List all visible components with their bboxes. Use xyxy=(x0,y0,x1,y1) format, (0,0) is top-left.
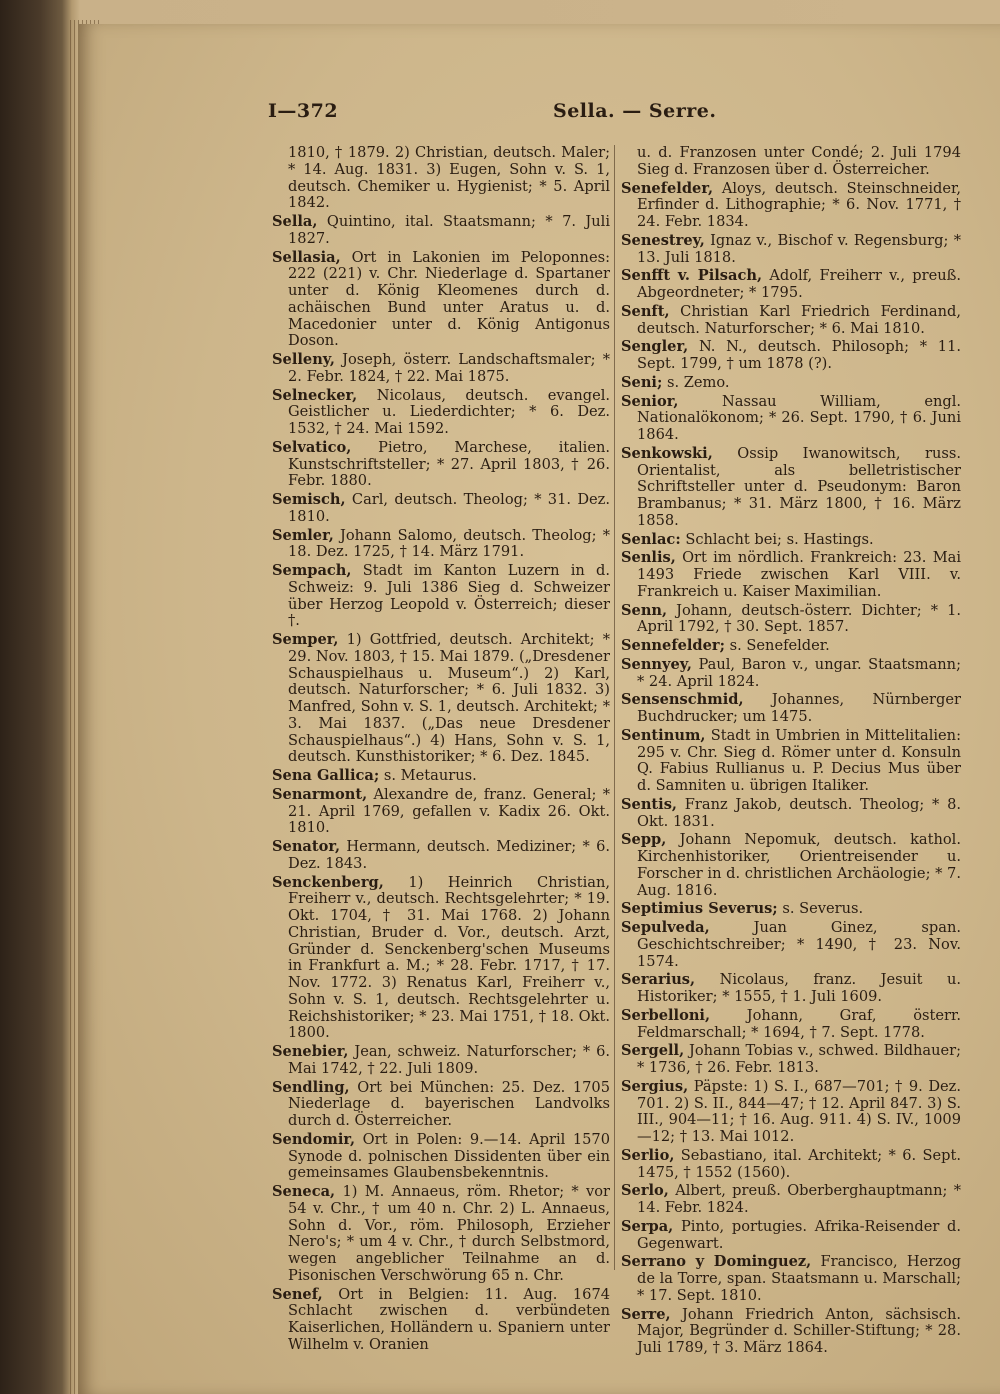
entry-text: Johann Friedrich Anton, sächsisch. Major, Begründer d. Schiller-Stiftung; * 28. Juli 1789, † 3. März 1864. xyxy=(637,1305,961,1356)
lexicon-entry xyxy=(621,832,961,899)
lexicon-entry xyxy=(621,1079,961,1146)
lexicon-entry xyxy=(272,1044,610,1078)
page-header xyxy=(268,100,968,130)
entry-text: Ignaz v., Bischof v. Regensburg; * 13. Juli 1818. xyxy=(637,231,962,266)
lexicon-entry xyxy=(621,181,961,231)
entry-text: 1) M. Annaeus, röm. Rhetor; * vor 54 v. Chr., † um 40 n. Chr. 2) L. Annaeus, Sohn d. Vor., röm. Philosoph, Erzieher Nero's; * um 4 v. Chr., † durch Selbstmord, wegen angeblicher Teilnahme an d. Pisonischen Verschwörung 65 n. Chr. xyxy=(288,1183,610,1284)
entry-headword: Sennefelder; xyxy=(621,637,726,654)
entry-headword: Sena Gallica; xyxy=(272,767,380,784)
entry-text: Johann Nepomuk, deutsch. kathol. Kirchenhistoriker, Orientreisender u. Forscher in d. christlichen Archäologie; * 7. Aug. 1816. xyxy=(637,831,961,899)
entry-text: Schlacht bei; s. Hastings. xyxy=(685,530,874,548)
entry-text: Hermann, deutsch. Mediziner; * 6. Dez. 1843. xyxy=(288,838,610,872)
lexicon-entry xyxy=(272,787,610,837)
entry-headword: Serbelloni, xyxy=(621,1006,711,1024)
entry-text: Francisco, Herzog de la Torre, span. Staatsmann u. Marschall; * 17. Sept. 1810. xyxy=(637,1253,961,1304)
entry-headword: Senckenberg, xyxy=(272,873,384,891)
lexicon-entry xyxy=(621,1254,961,1304)
entry-text: Pinto, portugies. Afrika-Reisender d. Gegenwart. xyxy=(637,1217,961,1252)
lexicon-entry xyxy=(621,603,961,637)
entry-text: Ort in Lakonien im Peloponnes: 222 (221) v. Chr. Niederlage d. Spartaner unter d. König Kleomenes durch d. achäischen Bund unter Aratus u. d. Macedonier unter d. König Antigonus Doson. xyxy=(288,248,610,350)
entry-headword: Sendling, xyxy=(272,1078,350,1096)
lexicon-entry xyxy=(621,920,961,970)
lexicon-entry xyxy=(272,250,610,351)
entry-text: Nassau William, engl. Nationalökonom; * 26. Sept. 1790, † 6. Juni 1864. xyxy=(637,392,962,443)
lexicon-entry xyxy=(621,1219,961,1253)
entry-text: Ort in Polen: 9.—14. April 1570 Synode d. polnischen Dissidenten über ein gemeinsames Glaubensbekenntnis. xyxy=(288,1130,610,1182)
lexicon-entry xyxy=(272,214,610,248)
entry-text: Adolf, Freiherr v., preuß. Abgeordneter; * 1795. xyxy=(637,267,961,301)
lexicon-entry xyxy=(621,550,961,600)
entry-headword: Semisch, xyxy=(272,491,346,508)
lexicon-entry xyxy=(621,1148,961,1182)
entry-text: s. Severus. xyxy=(782,900,864,918)
lexicon-entry xyxy=(621,797,961,831)
entry-headword: Selnecker, xyxy=(272,386,358,404)
lexicon-entry xyxy=(272,1287,610,1354)
entry-headword: Sepulveda, xyxy=(621,919,710,936)
entry-text: Christian Karl Friedrich Ferdinand, deutsch. Naturforscher; * 6. Mai 1810. xyxy=(637,302,961,337)
entry-text: Albert, preuß. Oberberghauptmann; * 14. Febr. 1824. xyxy=(637,1182,961,1216)
lexicon-entry xyxy=(272,492,610,526)
entry-text: Joseph, österr. Landschaftsmaler; * 2. Febr. 1824, † 22. Mai 1875. xyxy=(288,351,610,385)
entry-text: Ort in Belgien: 11. Aug. 1674 Schlacht zwischen d. verbündeten Kaiserlichen, Holländern u. Spaniern unter Wilhelm v. Oranien xyxy=(288,1285,611,1353)
entry-text: s. Metaurus. xyxy=(383,767,477,784)
entry-headword: Senlac: xyxy=(621,530,681,548)
lexicon-entry xyxy=(621,1008,961,1042)
entry-text: Jean, schweiz. Naturforscher; * 6. Mai 1742, † 22. Juli 1809. xyxy=(288,1043,610,1077)
lexicon-entry xyxy=(272,1080,610,1130)
entry-text: N. N., deutsch. Philosoph; * 11. Sept. 1799, † um 1878 (?). xyxy=(637,338,961,372)
entry-headword: Sentinum, xyxy=(621,726,706,744)
entry-headword: Senef, xyxy=(272,1285,323,1303)
lexicon-entry xyxy=(621,394,961,444)
lexicon-entry xyxy=(621,233,961,267)
entry-headword: Selleny, xyxy=(272,351,335,368)
entry-headword: Septimius Severus; xyxy=(621,900,778,918)
entry-headword: Serre, xyxy=(621,1305,671,1323)
entry-headword: Seneca, xyxy=(272,1183,336,1200)
entry-text: 1) Heinrich Christian, Freiherr v., deutsch. Rechtsgelehrter; * 19. Okt. 1704, † 31. Mai 1768. 2) Johann Christian, Bruder d. Vor., deutsch. Arzt, Gründer d. Senckenberg'schen Museums in Frankfurt a. M.; * 28. Febr. 1717, † 17. Nov. 1772. 3) Renatus Karl, Freiherr v., Sohn v. S. 1, deutsch. Rechtsgelehrter u. Reichshistoriker; * 23. Mai 1751, † 18. Okt. 1800. xyxy=(288,873,611,1042)
lexicon-entry xyxy=(272,1184,610,1285)
page-number: I—372 xyxy=(268,100,339,122)
lexicon-entry xyxy=(272,768,610,785)
lexicon-entry xyxy=(272,839,610,873)
lexicon-entry xyxy=(621,972,961,1006)
lexicon-entry xyxy=(272,1132,610,1182)
entry-headword: Serpa, xyxy=(621,1217,674,1235)
lexicon-entry xyxy=(272,352,610,386)
entry-headword: Seni; xyxy=(621,373,663,391)
lexicon-entry xyxy=(621,268,961,302)
lexicon-entry xyxy=(272,875,610,1043)
lexicon-entry xyxy=(621,638,961,655)
left-column xyxy=(272,144,611,1353)
lexicon-entry xyxy=(621,532,961,549)
entry-headword: Sempach, xyxy=(272,562,352,579)
entry-text: Nicolaus, deutsch. evangel. Geistlicher u. Liederdichter; * 6. Dez. 1532, † 24. Mai 1592. xyxy=(288,386,611,437)
lexicon-entry xyxy=(621,1043,961,1077)
entry-headword: Sella, xyxy=(272,213,318,230)
entry-headword: Senebier, xyxy=(272,1043,349,1060)
entry-headword: Sellasia, xyxy=(272,248,341,266)
lexicon-entry xyxy=(621,692,961,726)
entry-text: Johann, deutsch-österr. Dichter; * 1. April 1792, † 30. Sept. 1857. xyxy=(637,601,961,636)
entry-headword: Serarius, xyxy=(621,971,696,989)
entry-headword: Senarmont, xyxy=(272,785,368,803)
lexicon-entry xyxy=(621,657,961,691)
entry-headword: Semler, xyxy=(272,526,334,544)
lexicon-entry xyxy=(621,728,961,795)
entry-text: s. Zemo. xyxy=(667,373,730,391)
lexicon-entry xyxy=(621,1307,961,1357)
lexicon-entry xyxy=(272,632,610,766)
entry-text: Stadt im Kanton Luzern in d. Schweiz: 9. Juli 1386 Sieg d. Schweizer über Herzog Leopold v. Österreich; dieser †. xyxy=(288,562,610,630)
entry-headword: Sengler, xyxy=(621,338,689,356)
entry-headword: Sepp, xyxy=(621,831,667,849)
entry-headword: Sendomir, xyxy=(272,1130,356,1148)
entry-text: Franz Jakob, deutsch. Theolog; * 8. Okt. 1831. xyxy=(637,795,961,830)
entry-text: Johann, Graf, österr. Feldmarschall; * 1694, † 7. Sept. 1778. xyxy=(637,1006,961,1041)
entry-headword: Serlo, xyxy=(621,1182,669,1200)
lexicon-entry xyxy=(621,375,961,392)
entry-text: 1) Gottfried, deutsch. Architekt; * 29. Nov. 1803, † 15. Mai 1879. („Dresdener Schauspielhaus u. Museum“.) 2) Karl, deutsch. Naturforscher; * 6. Juli 1832. 3) Manfred, Sohn v. S. 1, deutsch. Architekt; * 3. Mai 1837. („Das neue Dresdener Schauspielhaus“.) 4) Hans, Sohn v. S. 1, deutsch. Kunsthistoriker; * 6. Dez. 1845. xyxy=(288,631,610,766)
entry-headword: Senefelder, xyxy=(621,179,714,197)
entry-text: Quintino, ital. Staatsmann; * 7. Juli 1827. xyxy=(288,213,611,247)
entry-headword: Senft, xyxy=(621,302,670,320)
entry-text: Nicolaus, franz. Jesuit u. Historiker; * 1555, † 1. Juli 1609. xyxy=(637,971,961,1005)
entry-headword: Senfft v. Pilsach, xyxy=(621,267,763,285)
entry-headword: Semper, xyxy=(272,631,339,648)
lexicon-entry xyxy=(272,440,610,490)
lexicon-entry xyxy=(272,388,610,438)
entry-text: Päpste: 1) S. I., 687—701; † 9. Dez. 701. 2) S. II., 844—47; † 12. April 847. 3) S. III., 904—11; † 16. Aug. 911. 4) S. IV., 1009—12; † 13. Mai 1012. xyxy=(637,1077,961,1145)
lexicon-entry xyxy=(621,1183,961,1217)
entry-headword: Senn, xyxy=(621,601,668,619)
lexicon-entry xyxy=(272,145,610,212)
lexicon-entry xyxy=(621,304,961,338)
entry-text: Ort bei München: 25. Dez. 1705 Niederlage d. bayerischen Landvolks durch d. Österreicher. xyxy=(288,1078,610,1129)
entry-text: Johann Salomo, deutsch. Theolog; * 18. Dez. 1725, † 14. März 1791. xyxy=(288,526,611,561)
lexicon-entry xyxy=(621,446,961,530)
entry-headword: Selvatico, xyxy=(272,438,352,456)
entry-headword: Serrano y Dominguez, xyxy=(621,1253,812,1271)
entry-text: Carl, deutsch. Theolog; * 31. Dez. 1810. xyxy=(288,491,610,525)
entry-headword: Sergell, xyxy=(621,1042,685,1060)
entry-headword: Serlio, xyxy=(621,1146,675,1164)
entry-text: Stadt in Umbrien in Mittelitalien: 295 v. Chr. Sieg d. Römer unter d. Konsuln Q. Fabius Rullianus u. P. Decius Mus über d. Samniten u. übrigen Italiker. xyxy=(637,726,962,794)
lexicon-entry xyxy=(621,901,961,918)
entry-text: Pietro, Marchese, italien. Kunstschriftsteller; * 27. April 1803, † 26. Febr. 1880. xyxy=(288,438,610,490)
entry-text: Ossip Iwanowitsch, russ. Orientalist, als belletristischer Schriftsteller unter d. Pseudonym: Baron Brambanus; * 31. März 1800, † 16. März 1858. xyxy=(637,444,962,529)
entry-text: Alexandre de, franz. General; * 21. April 1769, gefallen v. Kadix 26. Okt. 1810. xyxy=(288,785,611,837)
column-divider xyxy=(614,145,615,1270)
entry-text: Johannes, Nürnberger Buchdrucker; um 1475. xyxy=(637,691,961,725)
entry-headword: Senestrey, xyxy=(621,231,705,249)
entry-text: s. Senefelder. xyxy=(729,637,830,654)
entry-text: Ort im nördlich. Frankreich: 23. Mai 1493 Friede zwischen Karl VIII. v. Frankreich u. Kaiser Maximilian. xyxy=(637,549,962,600)
entry-headword: Senkowski, xyxy=(621,444,713,462)
entry-headword: Sensenschmid, xyxy=(621,691,744,709)
right-column xyxy=(621,144,962,1356)
lexicon-entry xyxy=(272,528,610,562)
entry-headword: Sennyey, xyxy=(621,655,692,673)
entry-headword: Sentis, xyxy=(621,795,678,813)
entry-text: Johann Tobias v., schwed. Bildhauer; * 1736, † 26. Febr. 1813. xyxy=(637,1042,962,1076)
entry-text: Paul, Baron v., ungar. Staatsmann; * 24. April 1824. xyxy=(637,655,961,690)
entry-headword: Senator, xyxy=(272,838,341,855)
running-head: Sella. — Serre. xyxy=(553,100,717,122)
entry-text: u. d. Franzosen unter Condé; 2. Juli 1794 Sieg d. Franzosen über d. Österreicher. xyxy=(637,144,961,178)
lexicon-entry xyxy=(621,145,961,179)
entry-text: Aloys, deutsch. Steinschneider, Erfinder d. Lithographie; * 6. Nov. 1771, † 24. Febr. 1834. xyxy=(637,179,961,230)
lexicon-entry xyxy=(621,339,961,373)
entry-text: Juan Ginez, span. Geschichtschreiber; * 1490, † 23. Nov. 1574. xyxy=(637,919,962,970)
entry-text: Sebastiano, ital. Architekt; * 6. Sept. 1475, † 1552 (1560). xyxy=(637,1146,961,1181)
entry-headword: Senior, xyxy=(621,392,679,410)
entry-headword: Senlis, xyxy=(621,549,676,567)
entry-text: 1810, † 1879. 2) Christian, deutsch. Maler; * 14. Aug. 1831. 3) Eugen, Sohn v. S. 1, deutsch. Chemiker u. Hygienist; * 5. April 1842. xyxy=(288,144,610,212)
lexicon-entry xyxy=(272,563,610,630)
entry-headword: Sergius, xyxy=(621,1077,689,1095)
